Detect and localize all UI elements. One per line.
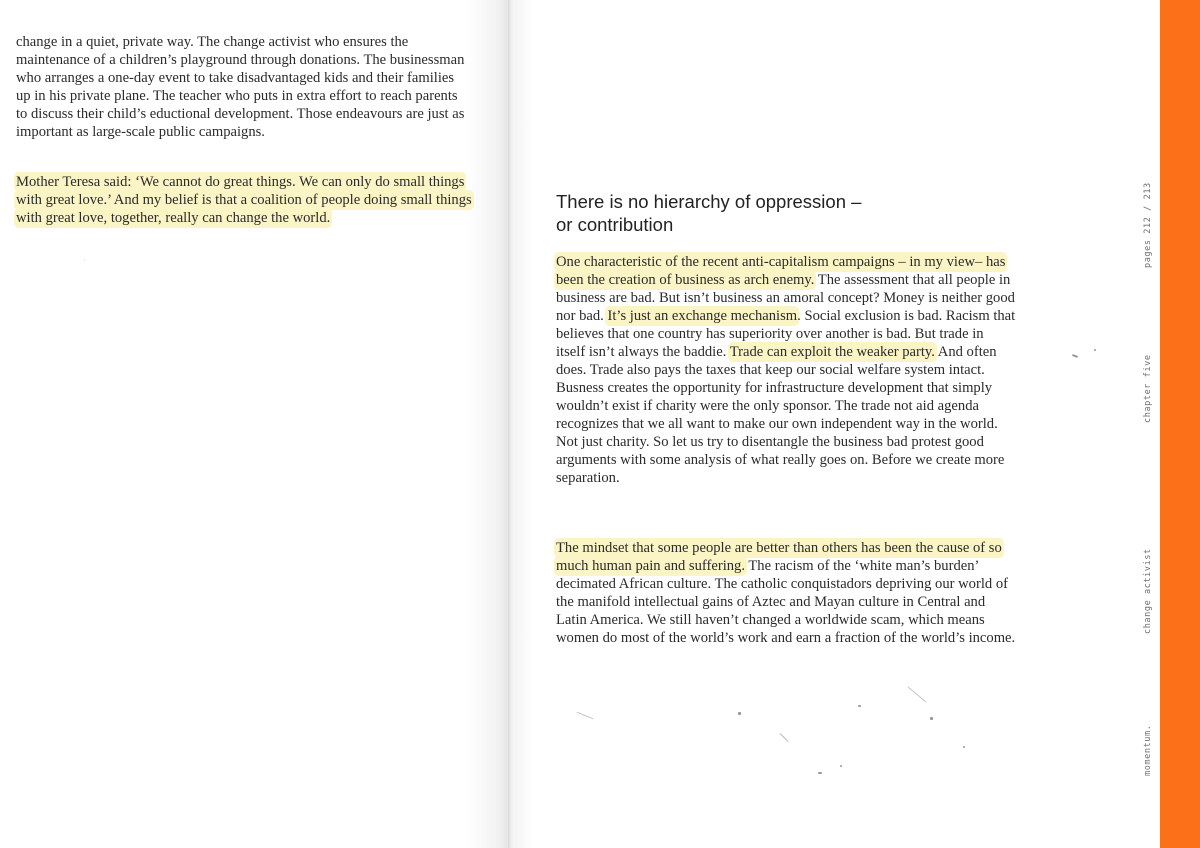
text-segment: The assessment that all people in business are bad. But isn’t business an amoral concept? Money is neither good nor bad. — [556, 272, 1015, 324]
text-segment: And often does. Trade also pays the taxes that keep our social welfare system intact. Busness creates the opportunity for infrastructure development that simply wouldn’t exist if charity were the only sponsor. The trade not aid agenda recognizes that we all want to make our own independent way in the world. Not just charity. So let us try to disentangle the business bad protest good arguments with some analysis of what really goes on. Before we create more separation. — [556, 344, 1005, 486]
brand-label: momentum. — [1143, 724, 1153, 776]
chapter-label: chapter five — [1143, 354, 1153, 423]
highlighted-text: Trade can exploit the weaker party. — [729, 344, 935, 360]
highlighted-text: One characteristic of the recent anti-capitalism campaigns – in my view– has been the creation of business as arch enemy. — [556, 254, 1006, 288]
right-paragraph-anti-capitalism — [556, 253, 1016, 487]
text-segment: The racism of the ‘white man’s burden’ decimated African culture. The catholic conquistadors depriving our world of the manifold intellectual gains of Aztec and Mayan culture in Central and Latin America. We still haven’t changed a worldwide scam, which means women do most of the world’s work and earn a fraction of the world’s income. — [556, 558, 1016, 646]
left-paragraph-mother-teresa-quote — [16, 173, 472, 227]
left-page — [0, 0, 508, 848]
section-heading-line-1: There is no hierarchy of oppression – — [556, 191, 862, 212]
text-segment: . Social exclusion is bad. Racism that believes that one country has superiority over another is bad. But trade in itself isn’t always the baddie. — [556, 308, 1016, 360]
left-paragraph-1 — [16, 33, 468, 141]
accent-edge-bar — [1160, 0, 1200, 848]
section-heading-line-2: or contribution — [556, 214, 674, 235]
highlighted-text: The mindset that some people are better than others has been the cause of so much human pain and suffering. — [556, 540, 1002, 574]
page-numbers-label: pages 212 / 213 — [1143, 182, 1153, 268]
highlighted-text: Mother Teresa said: ‘We cannot do great things. We can only do small things with great love.’ And my belief is that a coalition of people doing small things with great love, together, really can change the world. — [16, 174, 472, 226]
right-paragraph-mindset — [556, 539, 1018, 647]
text-segment: change in a quiet, private way. The change activist who ensures the maintenance of a children’s playground through donations. The businessman who arranges a one-day event to take disadvantaged kids and their families up in his private plane. The teacher who puts in extra effort to reach parents to discuss their child’s eductional development. Those endeavours are just as important as large-scale public campaigns. — [16, 34, 465, 140]
highlighted-text: It’s just an exchange mechanism — [607, 308, 798, 324]
section-heading — [556, 190, 976, 236]
series-label: change activist — [1143, 548, 1153, 634]
